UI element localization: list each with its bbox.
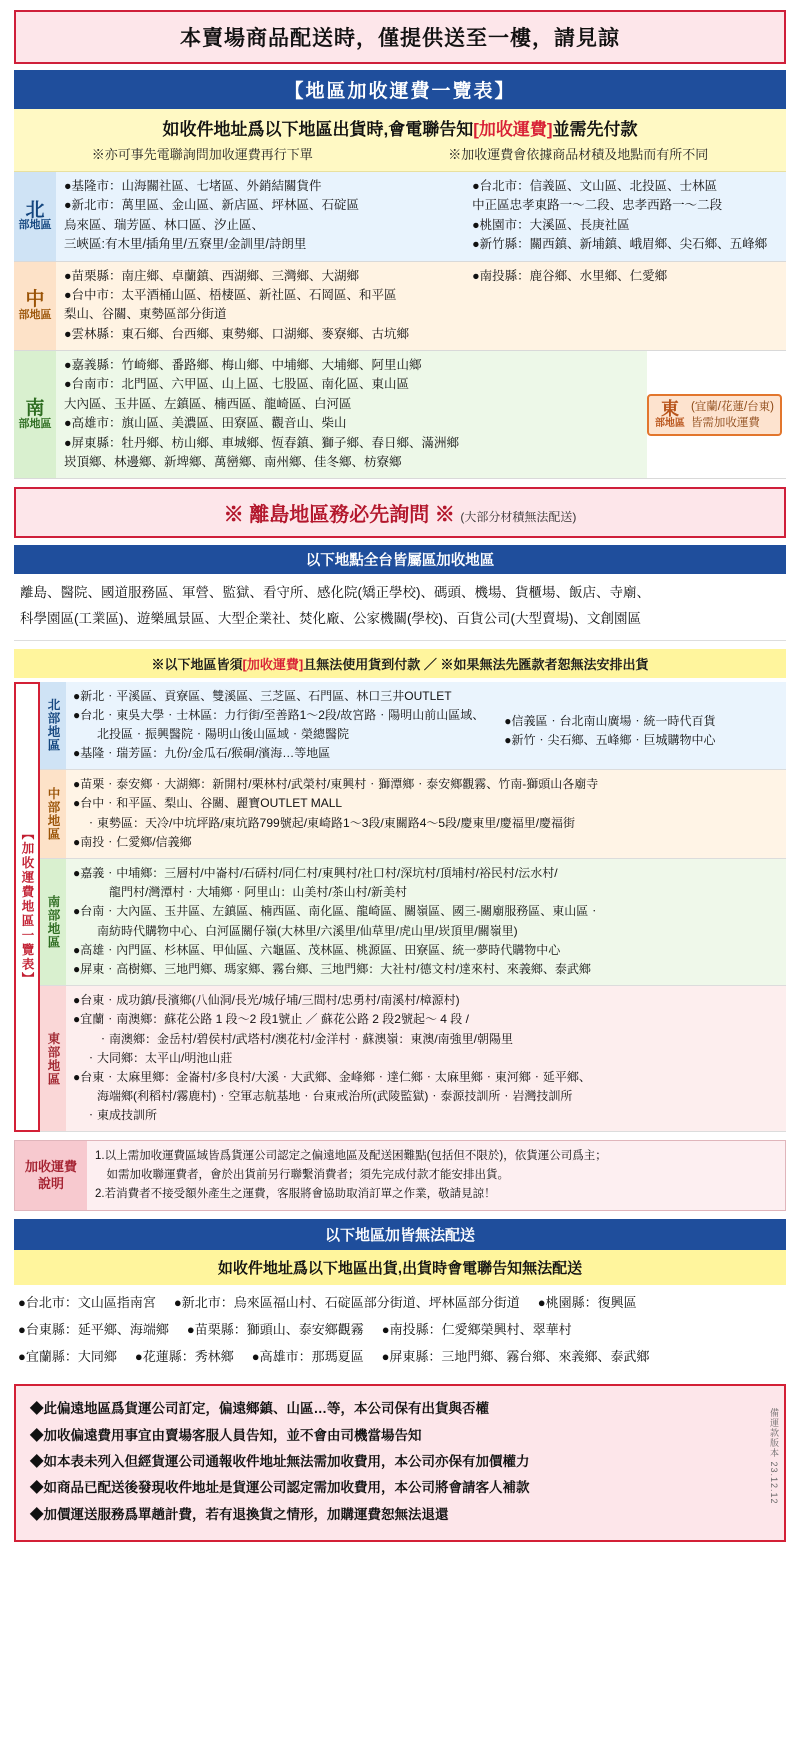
region-line: ●台北市：信義區、文山區、北投區、士林區 bbox=[472, 179, 718, 193]
fee-body-east bbox=[66, 986, 786, 1131]
fee-line: ●南投‧仁愛鄉/信義鄉 bbox=[73, 834, 192, 849]
fee-line: ●台南‧大內區、玉井區、左鎮區、楠西區、南化區、龍崎區、關嶺區、國三-關廟服務區、東山區‧ bbox=[73, 904, 601, 919]
notice-part-2: 並需先付款 bbox=[552, 120, 638, 139]
region-line: ●新竹縣：關西鎮、新埔鎮、峨眉鄉、尖石鄉、五峰鄉 bbox=[472, 237, 768, 252]
region-body-central bbox=[56, 262, 786, 351]
fee-body-central bbox=[66, 770, 786, 858]
fee-explanation-text bbox=[87, 1141, 785, 1210]
fee-line: ●新北‧平溪區、貢寮區、雙溪區、三芝區、石門區、林口三井OUTLET bbox=[73, 688, 452, 703]
region-line: ●台南市：北門區、六甲區、山上區、七股區、南化區、東山區 bbox=[64, 377, 410, 392]
fee-line: 海端鄉(利稻村/霧鹿村)‧空軍志航基地‧台東戒治所(武陵監獄)‧泰源技訓所‧岩灣技訓所 bbox=[73, 1089, 573, 1104]
region-tag-north-small: 部地區 bbox=[18, 219, 52, 232]
fee-explanation-line: 如需加收聯運費者，會於出貨前另行聯繫消費者；須先完成付款才能安排出貨。 bbox=[95, 1169, 509, 1182]
fee-line: ‧東勢區：天冷/中坑坪路/東坑路799號起/東崎路1～3段/東關路4～5段/慶東里/慶福里/慶福街 bbox=[73, 815, 576, 830]
bottom-rule: ◆如本表未列入但經貨運公司通報收件地址無法需加收費用，本公司亦保有加價權力 bbox=[30, 1453, 530, 1469]
fee-explanation-label-l1: 加收運費 bbox=[24, 1159, 77, 1175]
east-note-line1: (宜蘭/花蓮/台東) bbox=[690, 400, 774, 413]
all-area-line: 離島、醫院、國道服務區、軍營、監獄、看守所、感化院(矯正學校)、碼頭、機場、貨櫃場、飯店、寺廟、 bbox=[20, 585, 650, 601]
region-line: 大內區、玉井區、左鎮區、楠西區、龍崎區、白河區 bbox=[64, 396, 352, 411]
region-tag-south-big: 南 bbox=[25, 397, 45, 419]
region-tag-north-big: 北 bbox=[25, 199, 45, 221]
region-body-north bbox=[56, 172, 786, 261]
fee-row-central bbox=[40, 770, 786, 859]
region-tag-central bbox=[14, 262, 56, 351]
fee-explanation-line: 1.以上需加收運費區域皆爲貨運公司認定之偏遠地區及配送困難點(包括但不限於)，依貨運公司爲主； bbox=[95, 1150, 607, 1163]
fee-tag-central: 中部地區 bbox=[40, 770, 66, 858]
cannot-deliver-item: ●屏東縣：三地門鄉、霧台鄉、來義鄉、泰武鄉 bbox=[381, 1348, 650, 1364]
region-line: ●屏東縣：牡丹鄉、枋山鄉、車城鄉、恆春鎮、獅子鄉、春日鄉、滿洲鄉 bbox=[64, 435, 460, 450]
version-label: 備運款版本 23.12.12 bbox=[769, 1408, 779, 1505]
fee-body-north bbox=[66, 682, 786, 770]
all-area-header: 以下地點全台皆屬區加收地區 bbox=[14, 545, 786, 574]
fee-line: ●嘉義‧中埔鄉：三層村/中崙村/石硦村/同仁村/東興村/社口村/深坑村/頂埔村/裕民村/沄水村/ bbox=[73, 866, 558, 881]
cannot-deliver-item: ●桃園縣：復興區 bbox=[537, 1295, 637, 1311]
fee-body-south bbox=[66, 859, 786, 985]
region-line: 烏來區、瑞芳區、林口區、汐止區、 bbox=[64, 217, 265, 232]
fee-line: ●宜蘭‧南澳鄉：蘇花公路 1 段～2 段1號止 ／ 蘇花公路 2 段2號起～ 4 段 / bbox=[73, 1012, 469, 1027]
cannot-deliver-item: ●台北市：文山區指南宮 bbox=[18, 1295, 156, 1311]
bottom-rules-box bbox=[14, 1384, 786, 1542]
fee-tag-east: 東部地區 bbox=[40, 986, 66, 1131]
notice-part-1: 如收件地址爲以下地區出貨時,會電聯告知 bbox=[162, 120, 474, 139]
note-left: ※亦可事先電聯詢問加收運費再行下單 bbox=[91, 147, 313, 162]
bottom-rule: ◆加價運送服務爲單趟計費，若有退換貨之情形，加購運費恕無法退還 bbox=[30, 1506, 449, 1522]
region-tag-central-small: 部地區 bbox=[18, 308, 52, 321]
page-root bbox=[0, 10, 800, 1542]
region-table bbox=[14, 172, 786, 479]
fee-explanation-label bbox=[15, 1141, 87, 1210]
fee-row-south bbox=[40, 859, 786, 986]
fee-notice-p1: ※以下地區皆須 bbox=[151, 656, 243, 672]
fee-tag-north: 北部地區 bbox=[40, 682, 66, 770]
fee-line: ●基隆‧瑞芳區：九份/金瓜石/猴硐/濱海…等地區 bbox=[73, 746, 331, 761]
region-line: ●南投縣：鹿谷鄉、水里鄉、仁愛鄉 bbox=[472, 268, 668, 283]
fee-tag-south: 南部地區 bbox=[40, 859, 66, 985]
page-title: 【地區加收運費一覽表】 bbox=[14, 70, 786, 109]
cannot-deliver-item: ●南投縣：仁愛鄉榮興村、翠華村 bbox=[381, 1322, 572, 1338]
fee-line: ●台中‧和平區、梨山、谷關、麗寶OUTLET MALL bbox=[73, 796, 343, 811]
fee-line: ●苗栗‧泰安鄉‧大湖鄉：新開村/栗林村/武榮村/東興村‧獅潭鄉‧泰安鄉觀霧、竹南-獅頭山各廟寺 bbox=[73, 777, 599, 792]
bottom-rule: ◆此偏遠地區爲貨運公司訂定，偏遠鄉鎮、山區…等，本公司保有出貨與否權 bbox=[30, 1401, 489, 1417]
region-tag-south bbox=[14, 351, 56, 478]
cannot-deliver-row bbox=[18, 1344, 782, 1371]
fee-explanation-line: 2.若消費者不接受額外產生之運費，客服將會協助取消訂單之作業，敬請見諒！ bbox=[95, 1188, 496, 1201]
region-tag-east-small: 部地區 bbox=[654, 417, 685, 429]
all-area-line: 科學園區(工業區)、遊樂風景區、大型企業社、焚化廠、公家機關(學校)、百貨公司(大型賣場)、文創園區 bbox=[20, 610, 641, 626]
fee-explanation-box bbox=[14, 1140, 786, 1211]
notice-highlight: [加收運費] bbox=[473, 120, 553, 139]
bottom-rule: ◆如商品已配送後發現收件地址是貨運公司認定需加收費用，本公司將會請客人補款 bbox=[30, 1480, 530, 1496]
fee-line: ●新竹‧尖石鄉、五峰鄉‧巨城購物中心 bbox=[504, 732, 716, 747]
cannot-deliver-item: ●苗栗縣：獅頭山、泰安鄉觀霧 bbox=[186, 1322, 364, 1338]
east-note-line2: 皆需加收運費 bbox=[690, 416, 760, 429]
cannot-deliver-item: ●新北市：烏來區福山村、石碇區部分街道、坪林區部分街道 bbox=[173, 1295, 520, 1311]
top-banner bbox=[14, 10, 786, 64]
region-line: ●高雄市：旗山區、美濃區、田寮區、觀音山、柴山 bbox=[64, 416, 347, 431]
region-tag-east-big: 東 bbox=[660, 398, 679, 419]
note-right: ※加收運費會依據商品材積及地點而有所不同 bbox=[448, 147, 709, 162]
bottom-rule: ◆加收偏遠費用事宜由賣場客服人員告知，並不會由司機當場告知 bbox=[30, 1427, 422, 1443]
fee-line: ●屏東‧高樹鄉、三地門鄉、瑪家鄉、霧台鄉、三地門鄉：大社村/德文村/達來村、來義鄉、泰武鄉 bbox=[73, 961, 591, 976]
region-line: ●雲林縣：東石鄉、台西鄉、東勢鄉、口湖鄉、麥寮鄉、古坑鄉 bbox=[64, 326, 410, 341]
cannot-deliver-subheader: 如收件地址爲以下地區出貨,出貨時會電聯告知無法配送 bbox=[14, 1250, 786, 1285]
region-line: ●新北市：萬里區、金山區、新店區、坪林區、石碇區 bbox=[64, 198, 360, 213]
fee-line: 北投區‧振興醫院‧陽明山後山區域‧榮總醫院 bbox=[73, 726, 350, 741]
region-body-south bbox=[56, 351, 647, 478]
all-area-list bbox=[14, 574, 786, 640]
cannot-deliver-item: ●宜蘭縣：大同鄉 bbox=[18, 1348, 117, 1364]
cannot-deliver-item: ●花蓮縣：秀林鄉 bbox=[134, 1348, 234, 1364]
cannot-deliver-row bbox=[18, 1290, 782, 1317]
region-row-central bbox=[14, 262, 786, 352]
region-line: ●苗栗縣：南庄鄉、卓蘭鎮、西湖鄉、三灣鄉、大湖鄉 bbox=[64, 268, 360, 283]
region-line: 中正區忠孝東路一～二段、忠孝西路一～二段 bbox=[472, 198, 723, 213]
fee-line: ●台北‧東吳大學‧士林區：力行街/至善路1～2段/故宮路‧陽明山前山區域、 bbox=[73, 707, 485, 722]
fee-line: 龍門村/灣潭村‧大埔鄉‧阿里山：山美村/茶山村/新美村 bbox=[73, 885, 408, 900]
region-line: ●桃園市：大溪區、長庚社區 bbox=[472, 217, 630, 232]
fee-line: ●台東‧太麻里鄉：金崙村/多良村/大溪‧大武鄉、金峰鄉‧達仁鄉‧太麻里鄉‧東河鄉‧延平鄉、 bbox=[73, 1069, 591, 1084]
fee-line: ‧南澳鄉：金岳村/碧侯村/武塔村/澳花村/金洋村‧蘇澳嶺：東澳/南強里/朝陽里 bbox=[73, 1031, 514, 1046]
fee-notice-p2: 且無法使用貨到付款 ／ ※如果無法先匯款者恕無法安排出貨 bbox=[303, 656, 649, 672]
fee-region-section bbox=[14, 682, 786, 1133]
top-banner-text: 本賣場商品配送時，僅提供送至一樓，請見諒 bbox=[180, 27, 620, 50]
fee-line: ●台東‧成功鎮/長濱鄉(八仙洞/長光/城仔埔/三間村/忠勇村/南溪村/樟源村) bbox=[73, 993, 460, 1008]
region-row-south bbox=[14, 351, 786, 479]
header-subnotes bbox=[24, 144, 776, 163]
region-tag-south-small: 部地區 bbox=[18, 417, 52, 430]
header-notice-main bbox=[24, 115, 776, 140]
fee-yellow-notice bbox=[14, 649, 786, 678]
fee-row-north bbox=[40, 682, 786, 771]
cannot-deliver-row bbox=[18, 1317, 782, 1344]
cannot-deliver-header: 以下地區加皆無法配送 bbox=[14, 1219, 786, 1250]
region-tag-north bbox=[14, 172, 56, 261]
fee-line: ●信義區‧台北南山廣場‧統一時代百貨 bbox=[504, 713, 716, 728]
region-line: 三峽區:有木里/插角里/五寮里/金訓里/詩朗里 bbox=[64, 237, 307, 252]
islands-warning-main: ※ 離島地區務必先詢問 ※ bbox=[223, 504, 455, 527]
fee-notice-highlight: [加收運費] bbox=[242, 656, 304, 672]
fee-row-east bbox=[40, 986, 786, 1132]
fee-line: ●高雄‧內門區、杉林區、甲仙區、六龜區、茂林區、桃源區、田寮區、統一夢時代購物中心 bbox=[73, 942, 561, 957]
header-notice bbox=[14, 109, 786, 172]
region-line: ●基隆市：山海關社區、七堵區、外銷結關貨件 bbox=[64, 179, 322, 193]
region-row-north bbox=[14, 172, 786, 262]
fee-line: ‧東成技訓所 bbox=[73, 1108, 158, 1123]
region-line: ●嘉義縣：竹崎鄉、番路鄉、梅山鄉、中埔鄉、大埔鄉、阿里山鄉 bbox=[64, 358, 422, 372]
fee-line: ‧大同鄉：太平山/明池山莊 bbox=[73, 1050, 233, 1065]
cannot-deliver-list bbox=[14, 1285, 786, 1378]
region-tag-central-big: 中 bbox=[25, 289, 45, 310]
islands-warning bbox=[14, 487, 786, 538]
cannot-deliver-item: ●高雄市：那瑪夏區 bbox=[251, 1348, 364, 1364]
region-line: 梨山、谷關、東勢區部分街道 bbox=[64, 307, 227, 322]
fee-explanation-label-l2: 說明 bbox=[37, 1175, 64, 1191]
region-line: ●台中市：太平酒桶山區、梧棲區、新社區、石岡區、和平區 bbox=[64, 287, 397, 302]
region-tag-east bbox=[647, 394, 782, 436]
region-line: 崁頂鄉、林邊鄉、新埤鄉、萬巒鄉、南州鄉、佳冬鄉、枋寮鄉 bbox=[64, 454, 402, 469]
fee-section-spine-label: 【加收運費地區一覽表】 bbox=[14, 682, 40, 1133]
islands-warning-sub: (大部分材積無法配送) bbox=[460, 510, 577, 525]
fee-line: 南紡時代購物中心、白河區關仔嶺(大林里/六溪里/仙草里/虎山里/崁頂里/關嶺里) bbox=[73, 923, 518, 938]
cannot-deliver-item: ●台東縣：延平鄉、海端鄉 bbox=[18, 1322, 169, 1338]
